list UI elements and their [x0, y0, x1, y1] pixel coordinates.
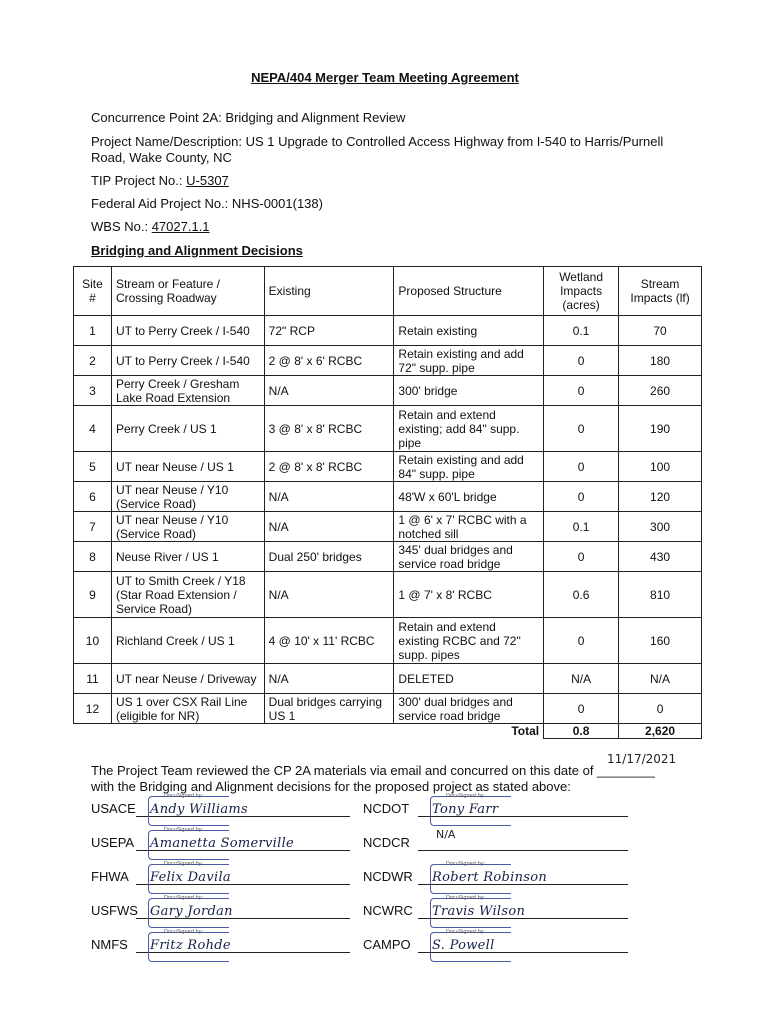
docusign-label: DocuSigned by:: [446, 929, 486, 935]
wetland-cell: 0: [544, 406, 619, 452]
docusign-label: DocuSigned by:: [164, 929, 204, 935]
existing-cell: N/A: [264, 482, 394, 512]
agency-label: FHWA: [91, 869, 129, 884]
docusign-label: DocuSigned by:: [446, 861, 486, 867]
concurrence-point: Concurrence Point 2A: Bridging and Alignment Review: [91, 110, 406, 125]
agency-label: USEPA: [91, 835, 135, 850]
stream-impacts-cell: 70: [619, 316, 702, 346]
docusign-label: DocuSigned by:: [446, 895, 486, 901]
existing-cell: N/A: [264, 572, 394, 618]
wetland-cell: 0: [544, 452, 619, 482]
document-title: NEPA/404 Merger Team Meeting Agreement: [251, 70, 519, 85]
proposed-cell: 1 @ 7' x 8' RCBC: [394, 572, 544, 618]
proposed-cell: 345' dual bridges and service road bridge: [394, 542, 544, 572]
table-row: [74, 482, 702, 512]
table-row: [74, 694, 702, 724]
total-row: [74, 724, 702, 739]
project-value: US 1 Upgrade to Controlled Access Highway from I-540 to Harris/Purnell Road, Wake County, NC: [91, 134, 664, 165]
proposed-cell: Retain and extend existing; add 84" supp. pipe: [394, 406, 544, 452]
docusign-label: DocuSigned by:: [164, 827, 204, 833]
stream-impacts-cell: N/A: [619, 664, 702, 694]
federal-aid-label: Federal Aid Project No.:: [91, 196, 229, 211]
agency-label: CAMPO: [363, 937, 411, 952]
existing-cell: N/A: [264, 512, 394, 542]
stream-impacts-cell: 810: [619, 572, 702, 618]
wetland-cell: 0: [544, 694, 619, 724]
docusign-label: DocuSigned by:: [446, 793, 486, 799]
site-cell: 2: [74, 346, 112, 376]
site-cell: 10: [74, 618, 112, 664]
wbs-number: [91, 219, 691, 235]
stream-impacts-cell: 190: [619, 406, 702, 452]
agency-label: NMFS: [91, 937, 128, 952]
handwritten-signature: S. Powell: [432, 938, 495, 953]
federal-aid-value: NHS-0001(138): [231, 196, 323, 211]
stream-cell: US 1 over CSX Rail Line (eligible for NR): [111, 694, 264, 724]
existing-cell: 4 @ 10' x 11' RCBC: [264, 618, 394, 664]
wbs-label: WBS No.:: [91, 219, 149, 234]
header-stream: Stream or Feature / Crossing Roadway: [111, 267, 264, 316]
handwritten-signature: Andy Williams: [150, 802, 248, 817]
site-cell: 12: [74, 694, 112, 724]
wetland-cell: 0: [544, 482, 619, 512]
handwritten-signature: Amanetta Somerville: [150, 836, 295, 851]
wetland-cell: 0.1: [544, 512, 619, 542]
existing-cell: 2 @ 8' x 6' RCBC: [264, 346, 394, 376]
signature-line: [418, 850, 628, 851]
stream-cell: UT to Perry Creek / I-540: [111, 316, 264, 346]
site-cell: 3: [74, 376, 112, 406]
header-proposed: Proposed Structure: [394, 267, 544, 316]
header-site: Site #: [74, 267, 112, 316]
existing-cell: 3 @ 8' x 8' RCBC: [264, 406, 394, 452]
stream-impacts-cell: 100: [619, 452, 702, 482]
table-row: [74, 664, 702, 694]
site-cell: 5: [74, 452, 112, 482]
stream-cell: UT to Smith Creek / Y18 (Star Road Extension / Service Road): [111, 572, 264, 618]
agency-label: USACE: [91, 801, 136, 816]
stream-cell: UT to Perry Creek / I-540: [111, 346, 264, 376]
proposed-cell: Retain existing and add 84" supp. pipe: [394, 452, 544, 482]
existing-cell: Dual bridges carrying US 1: [264, 694, 394, 724]
tip-project: [91, 173, 691, 189]
handwritten-signature: Fritz Rohde: [150, 938, 231, 953]
stream-impacts-cell: 180: [619, 346, 702, 376]
project-description: [91, 134, 691, 166]
table-row: [74, 406, 702, 452]
existing-cell: Dual 250' bridges: [264, 542, 394, 572]
total-wetland: 0.8: [544, 724, 619, 739]
header-existing: Existing: [264, 267, 394, 316]
signature-note: N/A: [436, 828, 456, 841]
handwritten-signature: Gary Jordan: [150, 904, 233, 919]
agency-label: NCDCR: [363, 835, 410, 850]
wbs-value: 47027.1.1: [151, 219, 210, 234]
wetland-cell: 0: [544, 376, 619, 406]
table-row: [74, 572, 702, 618]
stream-impacts-cell: 160: [619, 618, 702, 664]
concurrence-statement-2: with the Bridging and Alignment decisions for the proposed project as stated above:: [91, 779, 571, 794]
proposed-cell: 300' dual bridges and service road bridge: [394, 694, 544, 724]
docusign-label: DocuSigned by:: [164, 895, 204, 901]
handwritten-signature: Tony Farr: [432, 802, 499, 817]
proposed-cell: 48'W x 60'L bridge: [394, 482, 544, 512]
stream-impacts-cell: 300: [619, 512, 702, 542]
agency-label: NCDOT: [363, 801, 410, 816]
proposed-cell: 300' bridge: [394, 376, 544, 406]
wetland-cell: 0.1: [544, 316, 619, 346]
table-row: [74, 452, 702, 482]
federal-aid: [91, 196, 691, 212]
site-cell: 9: [74, 572, 112, 618]
stream-cell: UT near Neuse / Y10 (Service Road): [111, 482, 264, 512]
proposed-cell: DELETED: [394, 664, 544, 694]
existing-cell: 72" RCP: [264, 316, 394, 346]
tip-label: TIP Project No.:: [91, 173, 183, 188]
handwritten-signature: Travis Wilson: [432, 904, 526, 919]
total-stream: 2,620: [619, 724, 702, 739]
concurrence-date: 11/17/2021: [607, 752, 677, 766]
decisions-table: [73, 266, 702, 739]
stream-cell: UT near Neuse / Y10 (Service Road): [111, 512, 264, 542]
existing-cell: N/A: [264, 664, 394, 694]
stream-impacts-cell: 0: [619, 694, 702, 724]
site-cell: 8: [74, 542, 112, 572]
project-label: Project Name/Description:: [91, 134, 242, 149]
wetland-cell: N/A: [544, 664, 619, 694]
wetland-cell: 0: [544, 542, 619, 572]
site-cell: 7: [74, 512, 112, 542]
header-wetland: Wetland Impacts (acres): [544, 267, 619, 316]
proposed-cell: Retain existing: [394, 316, 544, 346]
stream-cell: UT near Neuse / Driveway: [111, 664, 264, 694]
stream-cell: Neuse River / US 1: [111, 542, 264, 572]
total-label: Total: [394, 724, 544, 739]
existing-cell: 2 @ 8' x 8' RCBC: [264, 452, 394, 482]
docusign-label: DocuSigned by:: [164, 861, 204, 867]
table-row: [74, 346, 702, 376]
wetland-cell: 0: [544, 346, 619, 376]
agency-label: NCDWR: [363, 869, 413, 884]
agency-label: USFWS: [91, 903, 138, 918]
table-row: [74, 512, 702, 542]
header-stream-impacts: Stream Impacts (lf): [619, 267, 702, 316]
wetland-cell: 0: [544, 618, 619, 664]
table-row: [74, 376, 702, 406]
site-cell: 6: [74, 482, 112, 512]
existing-cell: N/A: [264, 376, 394, 406]
site-cell: 4: [74, 406, 112, 452]
agency-label: NCWRC: [363, 903, 413, 918]
stream-cell: UT near Neuse / US 1: [111, 452, 264, 482]
wetland-cell: 0.6: [544, 572, 619, 618]
table-row: [74, 316, 702, 346]
stream-impacts-cell: 430: [619, 542, 702, 572]
proposed-cell: Retain existing and add 72" supp. pipe: [394, 346, 544, 376]
table-header-row: [74, 267, 702, 316]
handwritten-signature: Felix Davila: [150, 870, 231, 885]
proposed-cell: 1 @ 6' x 7' RCBC with a notched sill: [394, 512, 544, 542]
table-row: [74, 618, 702, 664]
proposed-cell: Retain and extend existing RCBC and 72" supp. pipes: [394, 618, 544, 664]
concurrence-statement-1: The Project Team reviewed the CP 2A materials via email and concurred on this date of ________: [91, 763, 655, 778]
stream-impacts-cell: 120: [619, 482, 702, 512]
site-cell: 1: [74, 316, 112, 346]
tip-value: U-5307: [186, 173, 229, 188]
stream-cell: Perry Creek / Gresham Lake Road Extension: [111, 376, 264, 406]
section-title: Bridging and Alignment Decisions: [91, 243, 303, 258]
stream-cell: Perry Creek / US 1: [111, 406, 264, 452]
stream-impacts-cell: 260: [619, 376, 702, 406]
table-body: [74, 316, 702, 724]
docusign-label: DocuSigned by:: [164, 793, 204, 799]
handwritten-signature: Robert Robinson: [432, 870, 548, 885]
table-row: [74, 542, 702, 572]
site-cell: 11: [74, 664, 112, 694]
stream-cell: Richland Creek / US 1: [111, 618, 264, 664]
